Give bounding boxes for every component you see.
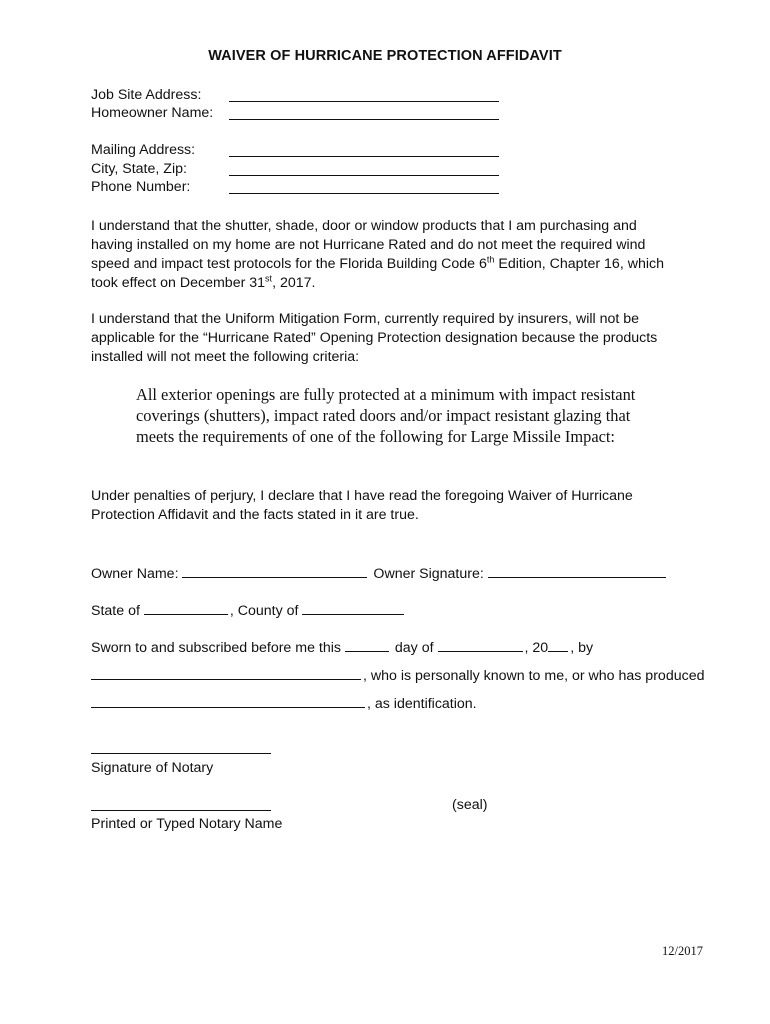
notary-subject-line[interactable] [91, 665, 361, 680]
sworn-row [91, 637, 593, 656]
state-line[interactable] [144, 600, 228, 615]
mitigation-paragraph [91, 310, 741, 367]
paragraph-line: applicable for the “Hurricane Rated” Opening Protection designation because the products [91, 330, 658, 346]
paragraph-line: I understand that the shutter, shade, door or window products that I am purchasing and [91, 218, 637, 234]
notary-printed-name-line[interactable] [91, 810, 271, 811]
phone-number-label: Phone Number: [91, 179, 191, 195]
sworn-day-line[interactable] [345, 637, 389, 652]
seal-label: (seal) [452, 797, 488, 813]
mailing-address-label: Mailing Address: [91, 142, 196, 158]
sworn-year-label: , 20 [524, 640, 549, 656]
state-county-row [91, 600, 406, 619]
superscript: st [265, 273, 273, 284]
notary-signature-label: Signature of Notary [91, 760, 214, 776]
acknowledgement-paragraph [91, 217, 741, 293]
city-state-zip-label: City, State, Zip: [91, 161, 187, 177]
owner-row [91, 563, 668, 582]
owner-signature-line[interactable] [488, 563, 666, 578]
criteria-line: coverings (shutters), impact rated doors and/or impact resistant glazing that [136, 406, 631, 425]
declaration-paragraph [91, 487, 741, 525]
paragraph-line: installed will not meet the following criteria: [91, 349, 360, 365]
identification-label: , as identification. [367, 696, 477, 712]
paragraph-line: having installed on my home are not Hurricane Rated and do not meet the required wind [91, 237, 646, 253]
criteria-block [136, 384, 696, 447]
text-span: Edition, Chapter 16, which [494, 256, 664, 272]
phone-number-line[interactable] [229, 193, 499, 194]
text-span: took effect on December 31 [91, 275, 266, 291]
paragraph-line: Protection Affidavit and the facts stated in it are true. [91, 507, 419, 523]
homeowner-name-label: Homeowner Name: [91, 105, 214, 121]
notary-printed-name-label: Printed or Typed Notary Name [91, 816, 283, 832]
paragraph-line: I understand that the Uniform Mitigation Form, currently required by insurers, will not be [91, 311, 640, 327]
city-state-zip-line[interactable] [229, 175, 499, 176]
identification-line[interactable] [91, 693, 365, 708]
footer-date: 12/2017 [662, 944, 703, 958]
county-label: , County of [229, 603, 299, 619]
sworn-year-line[interactable] [548, 637, 568, 652]
state-label: State of [91, 603, 140, 619]
owner-name-line[interactable] [182, 563, 367, 578]
job-site-address-line[interactable] [229, 101, 499, 102]
known-label: , who is personally known to me, or who has produced [363, 668, 705, 684]
paragraph-line [91, 274, 741, 293]
superscript: th [486, 254, 495, 265]
owner-signature-label: Owner Signature: [373, 566, 484, 582]
mailing-address-line[interactable] [229, 156, 499, 157]
job-site-address-label: Job Site Address: [91, 87, 202, 103]
document-title: WAIVER OF HURRICANE PROTECTION AFFIDAVIT [208, 48, 562, 64]
known-row [91, 665, 704, 684]
criteria-line: All exterior openings are fully protected at a minimum with impact resistant [136, 385, 636, 404]
text-span: speed and impact test protocols for the Florida Building Code 6 [91, 256, 487, 272]
paragraph-line: Under penalties of perjury, I declare that I have read the foregoing Waiver of Hurricane [91, 488, 633, 504]
sworn-by-label: , by [570, 640, 594, 656]
paragraph-line [91, 255, 741, 274]
identification-row [91, 693, 477, 712]
sworn-day-label: day of [394, 640, 434, 656]
county-line[interactable] [302, 600, 404, 615]
sworn-month-line[interactable] [438, 637, 523, 652]
notary-signature-line[interactable] [91, 753, 271, 754]
sworn-intro: Sworn to and subscribed before me this [91, 640, 341, 656]
criteria-line: meets the requirements of one of the following for Large Missile Impact: [136, 427, 615, 446]
owner-name-label: Owner Name: [91, 566, 179, 582]
homeowner-name-line[interactable] [229, 119, 499, 120]
text-span: , 2017. [272, 275, 316, 291]
